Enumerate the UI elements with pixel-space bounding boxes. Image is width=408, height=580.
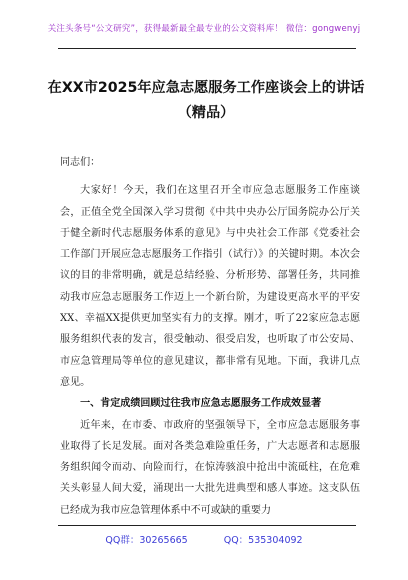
header-divider [58, 48, 356, 49]
footer-divider [58, 525, 356, 526]
salutation: 同志们： [60, 157, 101, 168]
footer-qq-group: QQ群：30265665 [105, 535, 188, 546]
header-promo-note: 关注头条号“公文研究”，获得最新最全最专业的公文资料库！ 微信：gongwenyj [47, 24, 361, 34]
footer-contact [0, 532, 408, 546]
document-body [60, 152, 360, 521]
section-heading: 一、肯定成绩回顾过往我市应急志愿服务工作成效显著 [80, 398, 322, 410]
footer-qq: QQ：535304092 [223, 535, 303, 546]
document-title: 在XX市2025年应急志愿服务工作座谈会上的讲话（精品） [47, 80, 365, 121]
section-paragraph: 近年来，在市委、市政府的坚强领导下，全市应急志愿服务事业取得了长足发展。面对各类急难险重任务，广大志愿者和志愿服务组织闻令而动、向险而行，在惊涛骇浪中抢出中流砥柱，在危难关头彰显人间大爱，涌现出一大批先进典型和感人事迹。这支队伍已经成为我市应急管理体系中不可或缺的重要力 [60, 419, 360, 516]
opening-paragraph: 大家好！今天，我们在这里召开全市应急志愿服务工作座谈会，正值全党全国深入学习贯彻《中共中央办公厅国务院办公厅关于健全新时代志愿服务体系的意见》与中央社会工作部《党委社会工作部门开展应急志愿服务工作指引（试行）》的关键时期。本次会议的目的非常明确，就是总结经验、分析形势、部署任务，共同推动我市应急志愿服务工作迈上一个新台阶，为建设更高水平的平安XX、幸福XX提供更加坚实有力的支撑。刚才，听了22家应急志愿服务组织代表的发言，很受触动、很受启发，也听取了市公安局、市应急管理局等单位的意见建议，都非常有见地。下面，我讲几点意见。 [60, 185, 360, 388]
